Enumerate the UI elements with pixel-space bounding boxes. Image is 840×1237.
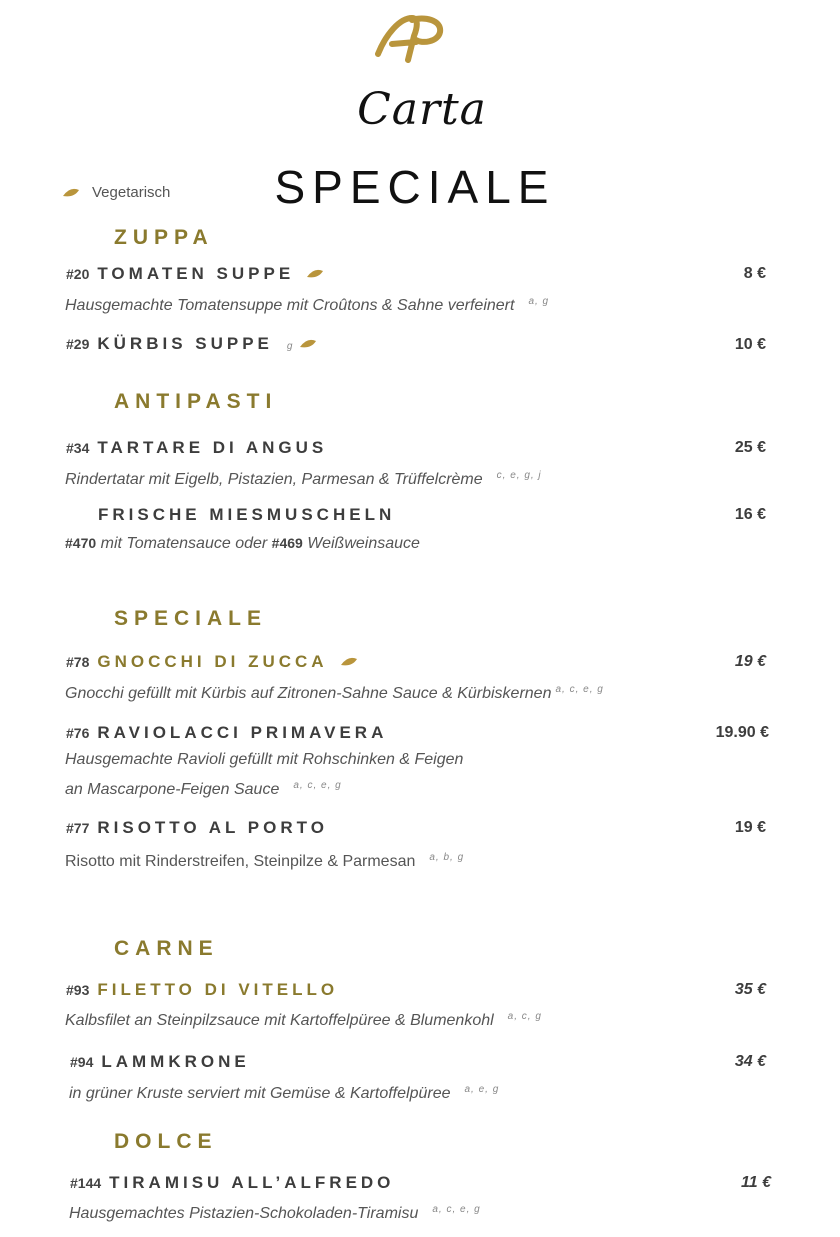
section-title-zuppa: ZUPPA [114,226,214,249]
allergens: a, c, e, g [555,684,604,695]
restaurant-logo [372,14,448,68]
allergens: a, c, g [507,1011,542,1022]
page-title: SPECIALE [274,161,556,213]
item-price: 8 € [743,265,766,282]
menu-item [66,980,338,1000]
item-price: 25 € [734,439,766,456]
item-number: #77 [66,820,90,836]
menu-item [66,818,328,838]
leaf-icon [340,657,358,667]
allergens: a, b, g [429,852,465,863]
item-number: #20 [66,266,90,282]
menu-item [66,264,324,284]
allergens: a, e, g [464,1084,500,1095]
menu-item [66,334,317,354]
item-options: #470 mit Tomatensauce oder #469 Weißweinsauce [65,535,420,552]
item-name: TARTARE DI ANGUS [97,438,328,457]
menu-item [66,438,327,458]
item-description: Rindertatar mit Eigelb, Pistazien, Parmesan & Trüffelcrème $^{c, e, g, j}$ [65,470,542,488]
item-price: 19 € [734,819,766,836]
option-number: #469 [271,535,303,551]
section-title-speciale: SPECIALE [114,607,268,630]
leaf-icon [299,339,317,349]
leaf-icon [306,269,324,279]
menu-item [70,1052,250,1072]
item-number: #93 [66,982,90,998]
item-price: 35 € [734,981,766,998]
item-price: 10 € [734,336,766,353]
option-number: #470 [65,535,97,551]
item-price: 19.90 € [715,724,769,741]
allergens: c, e, g, j [496,470,542,481]
item-description: Hausgemachte Tomatensuppe mit Croûtons & Sahne verfeinert $^{a, g}$ [65,296,550,314]
item-name: RAVIOLACCI PRIMAVERA [97,723,388,742]
section-title-dolce: DOLCE [114,1130,218,1153]
item-name: KÜRBIS SUPPE [97,334,273,353]
item-number: #78 [66,654,90,670]
item-description: in grüner Kruste serviert mit Gemüse & Kartoffelpüree $^{a, e, g}$ [69,1084,500,1102]
item-number: #76 [66,725,90,741]
item-name: GNOCCHI DI ZUCCA [97,652,328,671]
item-name: LAMMKRONE [101,1052,250,1071]
item-description: Hausgemachtes Pistazien-Schokoladen-Tiramisu $^{a, c, e, g}$ [69,1204,481,1222]
item-number: #94 [70,1054,94,1070]
item-number: #34 [66,440,90,456]
item-price: 16 € [734,506,766,523]
section-title-antipasti: ANTIPASTI [114,390,278,413]
section-title-carne: CARNE [114,937,219,960]
allergens: a, c, e, g [293,780,342,791]
item-description: Kalbsfilet an Steinpilzsauce mit Kartoffelpüree & Blumenkohl $^{a, c, g}$ [65,1011,542,1029]
menu-item [70,1173,394,1193]
item-number: #144 [70,1175,102,1191]
item-name: FRISCHE MIESMUSCHELN [98,505,396,524]
legend-label: Vegetarisch [92,184,171,201]
item-description: Risotto mit Rinderstreifen, Steinpilze & Parmesan $^{a, b, g}$ [65,852,465,870]
menu-item [66,652,358,672]
item-description: Gnocchi gefüllt mit Kürbis auf Zitronen-Sahne Sauce & Kürbiskernen $^{a, c, e, g}$ [65,684,604,702]
menu-item [98,505,395,525]
item-name: RISOTTO AL PORTO [97,818,328,837]
item-name: TOMATEN SUPPE [97,264,295,283]
menu-item [66,723,387,743]
item-number: #29 [66,336,90,352]
legend-vegetarian [62,184,170,201]
allergens: g [286,341,294,352]
item-price: 19 € [734,653,766,670]
allergens: a, g [528,296,550,307]
item-name: TIRAMISU ALL’ALFREDO [109,1173,395,1192]
item-name: FILETTO DI VITELLO [97,980,339,999]
leaf-icon [62,188,80,198]
script-title: Carta [357,84,487,135]
allergens: a, c, e, g [432,1204,481,1215]
item-price: 11 € [741,1174,771,1191]
item-description: Hausgemachte Ravioli gefüllt mit Rohschinken & Feigen an Mascarpone-Feigen Sauce $^{a, c, e, g}$ [65,751,464,798]
item-price: 34 € [734,1053,766,1070]
